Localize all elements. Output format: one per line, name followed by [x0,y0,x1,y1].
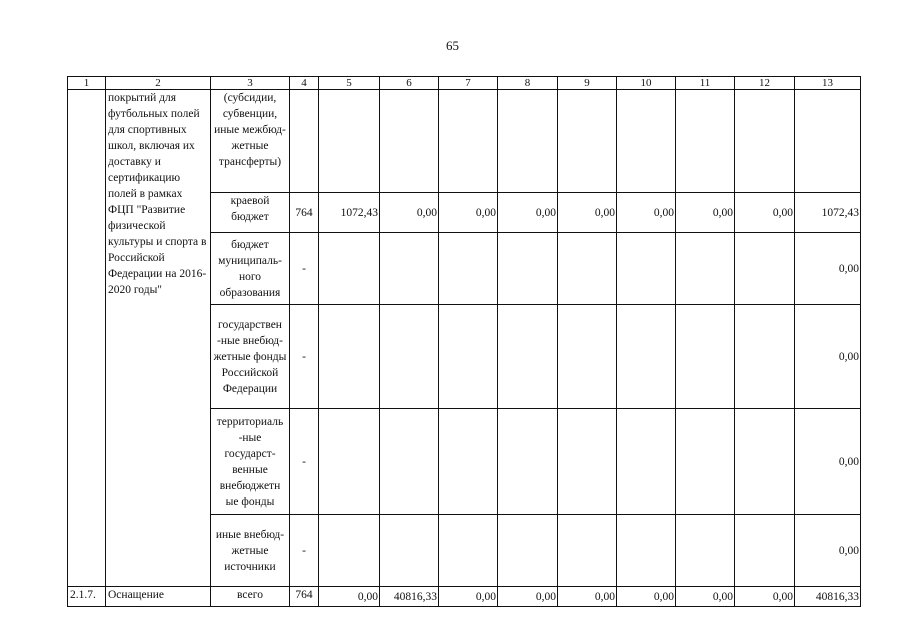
value-cell [439,90,498,193]
value-cell [498,305,558,409]
code-cell: - [290,305,319,409]
value-cell [735,233,795,305]
page-number: 65 [446,38,459,53]
column-number-row [68,77,861,90]
column-number: 2 [106,77,211,90]
column-number: 11 [676,77,735,90]
funding-source-cell: территориаль -ные государст-венные внебюджетн ые фонды [211,409,290,515]
code-cell: - [290,233,319,305]
funding-source-cell: (субсидии, субвенции, иные межбюд-жетные трансферты) [211,90,290,193]
value-cell: 40816,33 [795,587,861,607]
value-cell [558,305,617,409]
value-cell [676,305,735,409]
value-cell: 0,00 [735,587,795,607]
value-cell [558,409,617,515]
value-cell: 0,00 [617,587,676,607]
table-row [68,90,861,193]
column-number: 7 [439,77,498,90]
value-cell [735,515,795,587]
value-cell: 0,00 [676,193,735,233]
value-cell [380,305,439,409]
value-cell [439,515,498,587]
value-cell: 0,00 [498,193,558,233]
funding-source-cell: государствен -ные внебюд-жетные фонды Российской Федерации [211,305,290,409]
value-cell [617,515,676,587]
value-cell: 0,00 [380,193,439,233]
value-cell [676,515,735,587]
value-cell: 1072,43 [319,193,380,233]
value-cell: 0,00 [558,587,617,607]
code-cell: 764 [290,193,319,233]
column-number: 1 [68,77,106,90]
value-cell: 0,00 [795,305,861,409]
value-cell [617,90,676,193]
value-cell [439,409,498,515]
value-cell [617,233,676,305]
value-cell [319,90,380,193]
value-cell: 0,00 [735,193,795,233]
column-number: 5 [319,77,380,90]
value-cell [558,515,617,587]
value-cell: 0,00 [558,193,617,233]
column-number: 9 [558,77,617,90]
funding-source-cell: бюджет муниципаль-ного образования [211,233,290,305]
value-cell [380,515,439,587]
code-cell [290,90,319,193]
value-cell: 40816,33 [380,587,439,607]
value-cell [498,233,558,305]
code-cell: - [290,515,319,587]
value-cell [735,409,795,515]
value-cell [676,90,735,193]
value-cell [558,90,617,193]
item-number-cell: 2.1.7. [68,587,106,607]
value-cell: 0,00 [439,587,498,607]
value-cell [676,409,735,515]
value-cell [617,409,676,515]
code-cell: 764 [290,587,319,607]
funding-source-cell: краевой бюджет [211,193,290,233]
value-cell [558,233,617,305]
value-cell [498,515,558,587]
column-number: 3 [211,77,290,90]
column-number: 13 [795,77,861,90]
value-cell [380,233,439,305]
value-cell: 0,00 [439,193,498,233]
value-cell [498,409,558,515]
funding-source-cell: всего [211,587,290,607]
value-cell [319,233,380,305]
column-number: 10 [617,77,676,90]
column-number: 6 [380,77,439,90]
item-number-cell [68,90,106,587]
value-cell [319,305,380,409]
column-number: 8 [498,77,558,90]
column-number: 4 [290,77,319,90]
value-cell: 0,00 [795,409,861,515]
value-cell [380,90,439,193]
value-cell [795,90,861,193]
budget-table [67,76,861,607]
value-cell: 1072,43 [795,193,861,233]
item-name-cell: покрытий для футбольных полей для спортивных школ, включая их доставку и сертификацию полей в рамках ФЦП "Развитие физической культуры и спорта в Российской Федерации на 2016-2020 годы" [106,90,211,587]
value-cell [676,233,735,305]
code-cell: - [290,409,319,515]
value-cell [319,409,380,515]
value-cell: 0,00 [319,587,380,607]
value-cell [498,90,558,193]
funding-source-cell: иные внебюд-жетные источники [211,515,290,587]
value-cell [439,233,498,305]
item-name-cell: Оснащение [106,587,211,607]
value-cell [380,409,439,515]
value-cell: 0,00 [617,193,676,233]
column-number: 12 [735,77,795,90]
value-cell: 0,00 [676,587,735,607]
table-row [68,587,861,607]
value-cell: 0,00 [795,233,861,305]
value-cell [617,305,676,409]
value-cell [735,305,795,409]
value-cell: 0,00 [498,587,558,607]
value-cell [735,90,795,193]
value-cell [319,515,380,587]
value-cell: 0,00 [795,515,861,587]
value-cell [439,305,498,409]
